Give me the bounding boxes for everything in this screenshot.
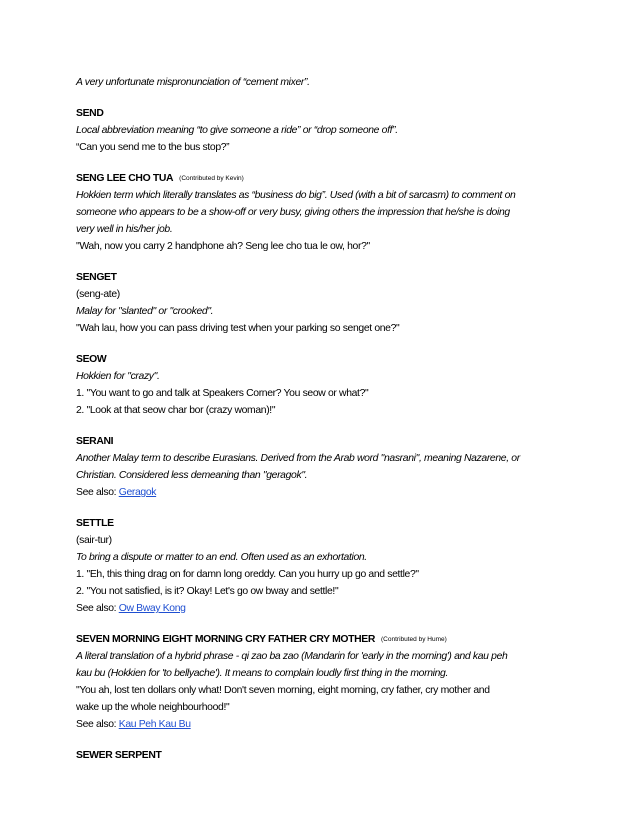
pronunciation: (seng-ate) bbox=[76, 289, 120, 300]
headword-send: SEND bbox=[76, 108, 104, 119]
pronunciation: (sair-tur) bbox=[76, 535, 112, 546]
headword-text: SEVEN MORNING EIGHT MORNING CRY FATHER CRY MOTHER bbox=[76, 634, 376, 645]
link-kau-peh-kau-bu[interactable]: Kau Peh Kau Bu bbox=[118, 719, 191, 730]
headword-seven-morning bbox=[76, 631, 576, 648]
example: "Wah, now you carry 2 handphone ah? Seng lee cho tua le ow, hor?" bbox=[76, 241, 370, 252]
headword-seow: SEOW bbox=[76, 354, 107, 365]
link-geragok[interactable]: Geragok bbox=[118, 487, 157, 498]
definition: someone who appears to be a show-off or very busy, giving others the impression that he/she is doing bbox=[76, 207, 510, 218]
definition: Hokkien for "crazy". bbox=[76, 371, 160, 382]
headword-serani: SERANI bbox=[76, 436, 114, 447]
contributor-note: (Contributed by Hume) bbox=[381, 636, 447, 643]
example: 2. "You not satisfied, is it? Okay! Let's go ow bway and settle!" bbox=[76, 586, 339, 597]
example: 1. "Eh, this thing drag on for damn long oreddy. Can you hurry up go and settle?" bbox=[76, 569, 419, 580]
definition: kau bu (Hokkien for 'to bellyache'). It means to complain loudly first thing in the morning. bbox=[76, 668, 449, 679]
definition: Christian. Considered less demeaning than "geragok". bbox=[76, 470, 308, 481]
see-also bbox=[76, 716, 576, 733]
see-also-label: See also: bbox=[76, 719, 117, 730]
see-also bbox=[76, 484, 576, 501]
headword-seng-lee-cho-tua bbox=[76, 170, 576, 187]
headword-senget: SENGET bbox=[76, 272, 117, 283]
example: wake up the whole neighbourhood!" bbox=[76, 702, 230, 713]
example: 1. "You want to go and talk at Speakers Corner? You seow or what?" bbox=[76, 388, 369, 399]
definition: To bring a dispute or matter to an end. Often used as an exhortation. bbox=[76, 552, 367, 563]
headword-text: SENG LEE CHO TUA bbox=[76, 173, 174, 184]
see-also bbox=[76, 600, 576, 617]
example: “Can you send me to the bus stop?” bbox=[76, 142, 230, 153]
definition: Another Malay term to describe Eurasians. Derived from the Arab word "nasrani", meaning Nazarene, or bbox=[76, 453, 520, 464]
contributor-note: (Contributed by Kevin) bbox=[179, 175, 244, 182]
example: 2. "Look at that seow char bor (crazy woman)!" bbox=[76, 405, 276, 416]
example: "Wah lau, how you can pass driving test when your parking so senget one?" bbox=[76, 323, 400, 334]
definition: A literal translation of a hybrid phrase - qi zao ba zao (Mandarin for 'early in the morning') and kau peh bbox=[76, 651, 508, 662]
headword-sewer-serpent: SEWER SERPENT bbox=[76, 750, 162, 761]
glossary-content bbox=[76, 74, 576, 764]
headword-settle: SETTLE bbox=[76, 518, 114, 529]
definition: Hokkien term which literally translates as “business do big”. Used (with a bit of sarcasm) to comment on bbox=[76, 190, 516, 201]
example: "You ah, lost ten dollars only what! Don't seven morning, eight morning, cry father, cry mother and bbox=[76, 685, 490, 696]
see-also-label: See also: bbox=[76, 487, 117, 498]
definition: very well in his/her job. bbox=[76, 224, 173, 235]
definition: Local abbreviation meaning “to give someone a ride” or “drop someone off”. bbox=[76, 125, 398, 136]
definition: Malay for "slanted" or "crooked". bbox=[76, 306, 214, 317]
intro-definition: A very unfortunate mispronunciation of “cement mixer”. bbox=[76, 77, 310, 88]
link-ow-bway-kong[interactable]: Ow Bway Kong bbox=[118, 603, 186, 614]
see-also-label: See also: bbox=[76, 603, 117, 614]
